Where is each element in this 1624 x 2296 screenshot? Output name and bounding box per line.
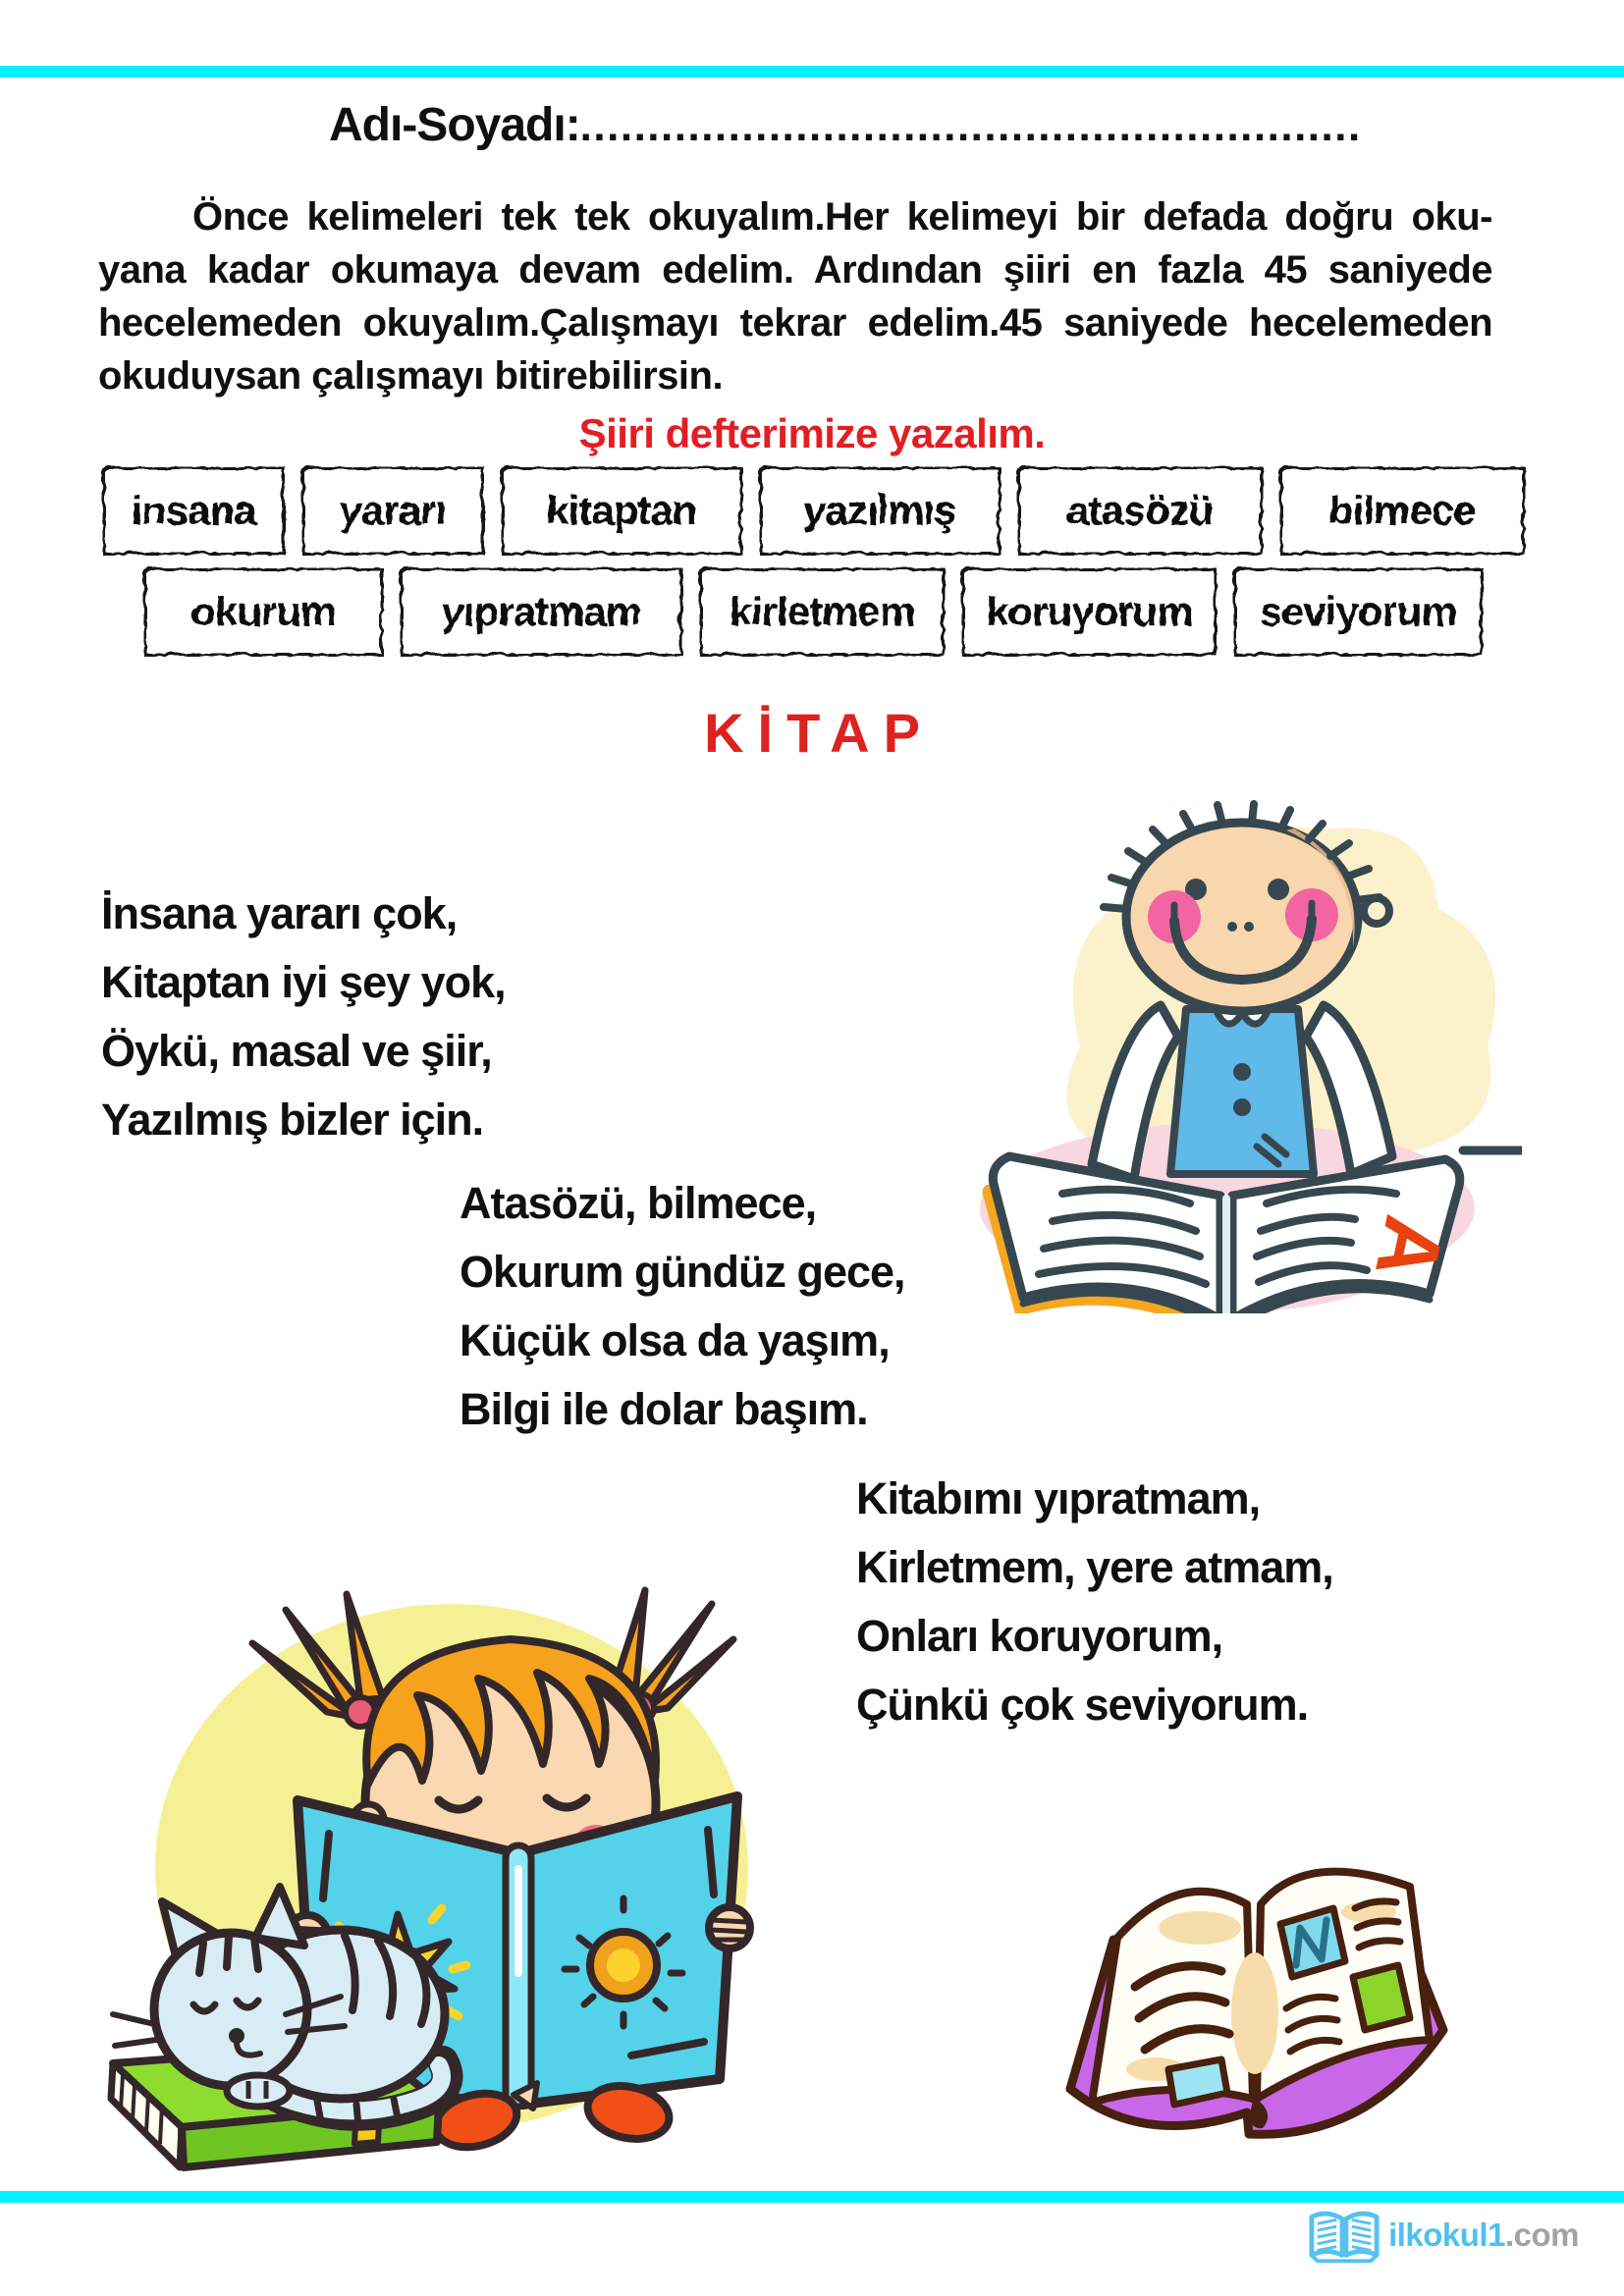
poem-line: Okurum gündüz gece, (460, 1247, 905, 1297)
instruction-line: Önce kelimeleri tek tek okuyalım.Her kelimeyi bir defada doğru oku- (192, 195, 1492, 239)
open-book-drawing (1053, 1822, 1469, 2161)
logo-book-icon (1308, 2207, 1380, 2264)
site-logo (1308, 2207, 1579, 2264)
instructions-paragraph (98, 190, 1492, 402)
word-card: okurum (142, 566, 382, 655)
boy-reading-illustration (933, 752, 1522, 1313)
instruction-line: hecelemeden okuyalım.Çalışmayı tekrar edelim.45 saniyede hecelemeden (98, 301, 1492, 345)
word-card: seviyorum (1232, 566, 1482, 655)
poem-line: Onları koruyorum, (856, 1611, 1223, 1661)
logo-site-text (1388, 2216, 1579, 2254)
grade-mark-letter: A (1357, 1207, 1462, 1288)
red-subheading: Şiiri defterimize yazalım. (578, 410, 1046, 456)
poem-line: Atasözü, bilmece, (460, 1178, 817, 1228)
word-card: yazılmış (758, 465, 1000, 554)
word-card: insana (101, 465, 284, 554)
instruction-line: yana kadar okumaya devam edelim. Ardından şiiri en fazla 45 saniyede (98, 248, 1492, 292)
girl-reading-drawing (93, 1553, 810, 2191)
poem-line: İnsana yararı çok, (101, 888, 458, 938)
poem-line: Çünkü çok seviyorum. (856, 1680, 1309, 1730)
top-border-bar (0, 66, 1624, 78)
girl-reading-illustration (93, 1553, 810, 2191)
poem-stanza-2 (460, 1169, 905, 1444)
open-book-illustration (1053, 1822, 1469, 2161)
word-card: kirletmem (698, 566, 944, 655)
poem-stanza-1 (101, 880, 506, 1154)
name-field-label: Adı-Soyadı: (329, 99, 580, 151)
word-card: atasözü (1016, 465, 1262, 554)
poem-line: Bilgi ile dolar başım. (460, 1384, 868, 1434)
word-card: yararı (300, 465, 483, 554)
name-dotted-line: .......................................................... (579, 102, 1362, 150)
poem-stanza-3 (856, 1465, 1333, 1739)
poem-line: Kitaptan iyi şey yok, (101, 957, 506, 1007)
poem-title: KİTAP (704, 702, 934, 764)
word-card: koruyorum (960, 566, 1216, 655)
poem-line: Küçük olsa da yaşım, (460, 1315, 890, 1365)
name-field (329, 98, 1546, 152)
bottom-border-bar (0, 2191, 1624, 2203)
logo-site-name: ilkokul1 (1388, 2216, 1505, 2253)
word-card-row-1 (0, 465, 1624, 554)
word-card: bilmece (1278, 465, 1524, 554)
poem-line: Öykü, masal ve şiir, (101, 1026, 492, 1076)
poem-line: Yazılmış bizler için. (101, 1095, 484, 1145)
poem-line: Kitabımı yıpratmam, (856, 1473, 1261, 1523)
word-card: yıpratmam (399, 566, 681, 655)
boy-reading-drawing (933, 752, 1522, 1313)
poem-line: Kirletmem, yere atmam, (856, 1542, 1333, 1592)
word-card: kitaptan (500, 465, 741, 554)
logo-site-tld: .com (1504, 2216, 1579, 2253)
instruction-line: okuduysan çalışmayı bitirebilirsin. (98, 354, 724, 398)
word-card-row-2 (0, 566, 1624, 655)
